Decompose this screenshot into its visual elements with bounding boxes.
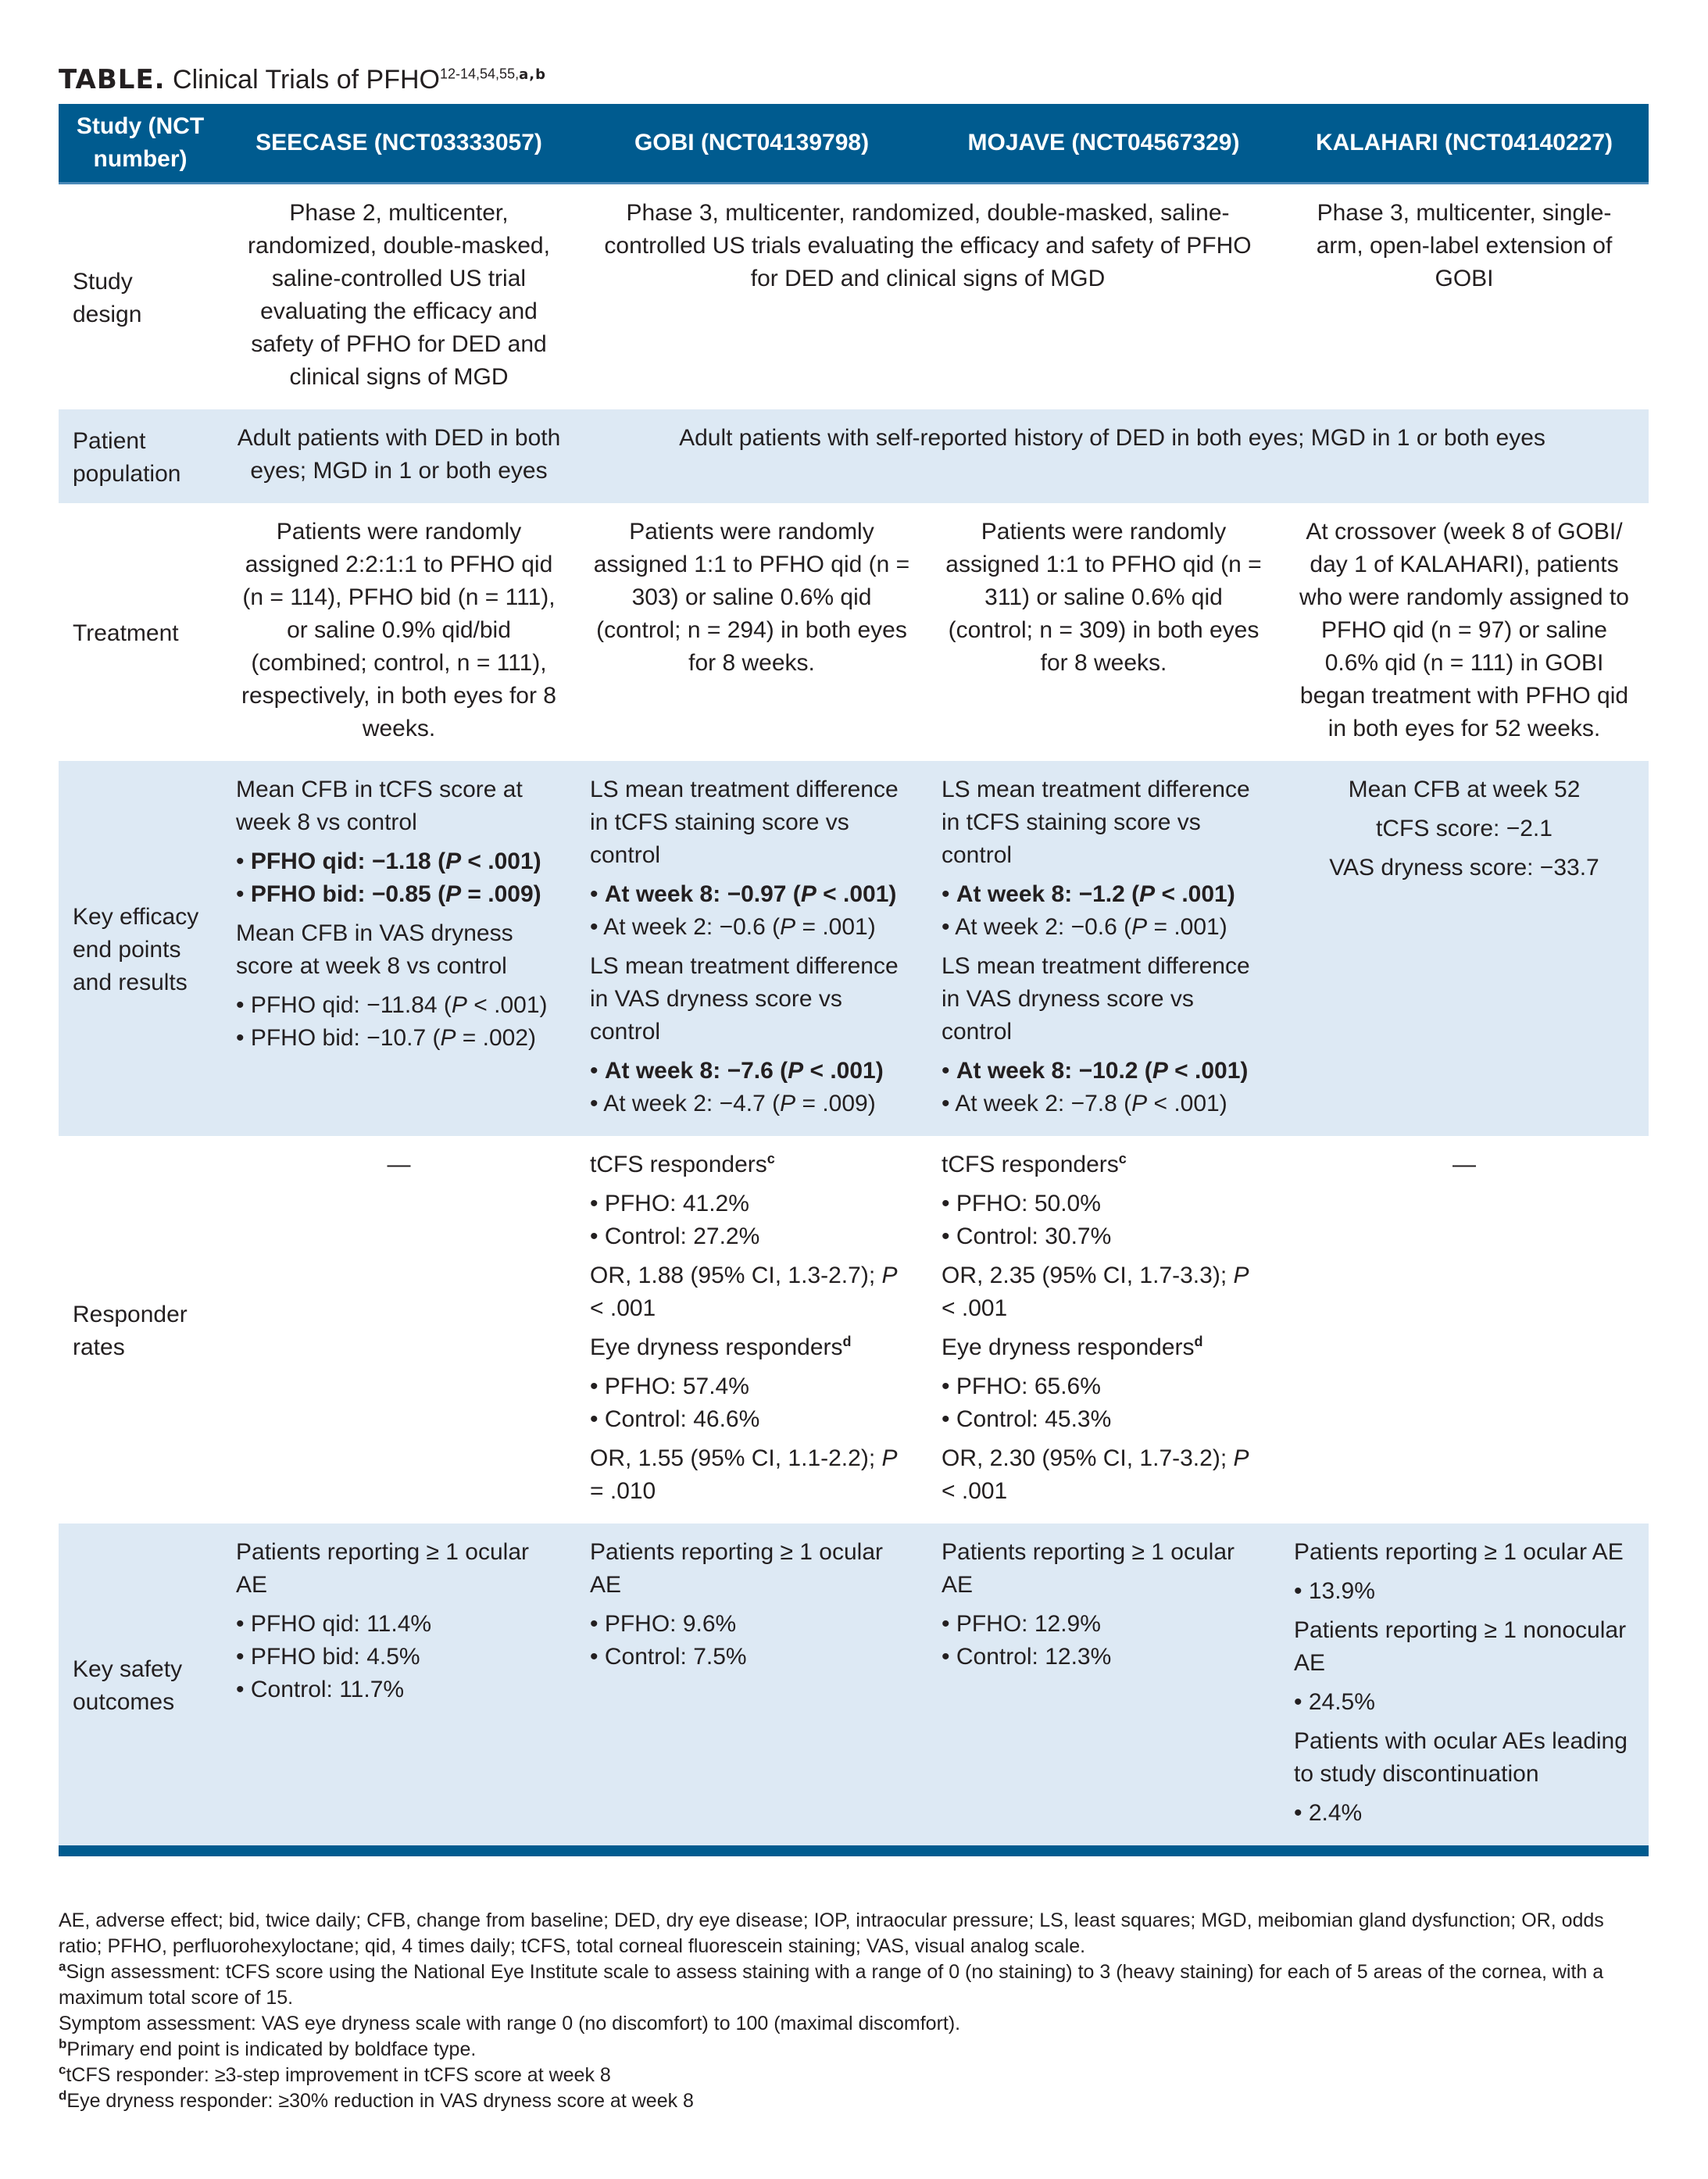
footnote: [59, 1908, 1649, 1959]
header-row: [59, 104, 1649, 184]
cell-paragraph: [236, 197, 562, 394]
text-run: = .009): [795, 1091, 876, 1116]
bullet-item: [1294, 1686, 1635, 1719]
bullet-item: [590, 1188, 913, 1220]
table-cell: [927, 1524, 1280, 1851]
table-footnotes: [59, 1908, 1649, 2114]
text-run: Control: 46.6%: [604, 1406, 760, 1432]
table-cell: [1280, 184, 1649, 410]
table-cell: [222, 184, 576, 410]
cell-paragraph: [1294, 773, 1635, 806]
table-cell: [1280, 761, 1649, 1136]
text-run: Patients reporting ≥ 1 nonocular AE: [1294, 1617, 1627, 1676]
text-run: = .001): [795, 914, 876, 940]
cell-paragraph: [590, 1536, 913, 1602]
text-run: tCFS score: −2.1: [1376, 816, 1553, 841]
text-run: < .001: [942, 1478, 1008, 1504]
text-run: —: [1453, 1152, 1476, 1177]
table-cell: [576, 184, 1280, 410]
text-run: VAS dryness score: −33.7: [1329, 855, 1599, 881]
cell-paragraph: [1294, 197, 1635, 295]
text-run: P: [445, 881, 462, 907]
text-run: 24.5%: [1308, 1689, 1375, 1715]
text-run: P: [881, 1263, 898, 1288]
bullet-item: [942, 878, 1266, 911]
cell-paragraph: [942, 1442, 1266, 1508]
text-run: Adult patients with self-reported history of DED in both eyes; MGD in 1 or both eyes: [679, 425, 1545, 451]
cell-paragraph: [942, 516, 1266, 680]
footnote: [59, 2037, 1649, 2063]
bullet-item: [1294, 1575, 1635, 1608]
bullet-item: [942, 1055, 1266, 1088]
header-kalahari: KALAHARI (NCT04140227): [1280, 104, 1649, 184]
footnote-text: Eye dryness responder: ≥30% reduction in VAS dryness score at week 8: [66, 2090, 694, 2112]
text-run: Control: 7.5%: [604, 1644, 747, 1670]
bullet-item: [590, 1403, 913, 1436]
text-run: P: [780, 1091, 796, 1116]
bullet-item: [1294, 1797, 1635, 1830]
table-title: [59, 64, 546, 95]
text-run: = .009): [461, 881, 541, 907]
table-cell: [222, 1524, 576, 1851]
text-run: < .001: [942, 1295, 1008, 1321]
text-run: Patients were randomly assigned 1:1 to PFHO qid (n = 311) or saline 0.6% qid (control; n = 309) in both eyes for 8 weeks.: [945, 519, 1262, 676]
text-run: Mean CFB in tCFS score at week 8 vs control: [236, 777, 523, 835]
bullet-item: [236, 1608, 562, 1641]
footnote: [59, 2011, 1649, 2037]
text-run: = .010: [590, 1478, 656, 1504]
cell-paragraph: [590, 1259, 913, 1325]
bullet-item: [942, 1370, 1266, 1403]
text-run: Mean CFB in VAS dryness score at week 8 vs control: [236, 920, 513, 979]
cell-paragraph: [236, 917, 562, 983]
table-row: [59, 184, 1649, 410]
text-run: At week 8: −0.97 (: [604, 881, 801, 907]
cell-paragraph: [590, 1148, 913, 1181]
bullet-item: [942, 1088, 1266, 1120]
cell-paragraph: [236, 516, 562, 745]
text-run: = .002): [456, 1025, 537, 1051]
text-run: P: [1139, 881, 1156, 907]
table-cell: [1280, 1136, 1649, 1524]
text-run: Patients reporting ≥ 1 ocular AE: [236, 1539, 529, 1598]
bullet-item: [590, 911, 913, 944]
text-run: At week 2: −4.7 (: [603, 1091, 781, 1116]
text-run: LS mean treatment difference in tCFS staining score vs control: [590, 777, 899, 868]
text-run: LS mean treatment difference in VAS dryness score vs control: [942, 953, 1250, 1045]
text-run: Control: 27.2%: [604, 1223, 760, 1249]
text-run: < .001): [1147, 1091, 1227, 1116]
footnote-text: Primary end point is indicated by boldface type.: [66, 2038, 477, 2060]
reference-numbers: 12-14,54,55,: [440, 66, 520, 82]
bullet-item: [942, 1608, 1266, 1641]
row-label: Key efficacy end points and results: [59, 761, 222, 1136]
footnote-mark: c: [766, 1151, 775, 1166]
table-cell: [576, 409, 1649, 503]
cell-paragraph: [1294, 1614, 1635, 1680]
text-run: P: [451, 992, 467, 1018]
text-run: < .001): [1155, 881, 1235, 907]
footnote-mark: c: [59, 2062, 66, 2077]
footnote-text: Symptom assessment: VAS eye dryness scale with range 0 (no discomfort) to 100 (maximal discomfort).: [59, 2013, 961, 2034]
text-run: Eye dryness responders: [590, 1334, 843, 1360]
text-run: tCFS responders: [590, 1152, 767, 1177]
text-run: P: [1233, 1263, 1249, 1288]
cell-paragraph: [1294, 1148, 1635, 1181]
text-run: OR, 1.88 (95% CI, 1.3-2.7);: [590, 1263, 882, 1288]
bullet-item: [590, 1641, 913, 1674]
table-row: [59, 409, 1649, 503]
text-run: At week 2: −0.6 (: [955, 914, 1132, 940]
text-run: Control: 30.7%: [956, 1223, 1112, 1249]
table-cell: [1280, 1524, 1649, 1851]
text-run: PFHO qid: −11.84 (: [250, 992, 452, 1018]
text-run: Control: 45.3%: [956, 1406, 1112, 1432]
text-run: LS mean treatment difference in VAS dryness score vs control: [590, 953, 899, 1045]
row-label: Patient population: [59, 409, 222, 503]
footnote-mark: a: [59, 1959, 66, 1974]
cell-paragraph: [942, 1536, 1266, 1602]
cell-paragraph: [590, 1331, 913, 1364]
cell-paragraph: [236, 773, 562, 839]
text-run: PFHO: 41.2%: [604, 1191, 749, 1216]
bullet-item: [236, 989, 562, 1022]
table-row: [59, 1136, 1649, 1524]
header-seecase: SEECASE (NCT03333057): [222, 104, 576, 184]
cell-paragraph: [942, 1331, 1266, 1364]
text-run: PFHO qid: 11.4%: [250, 1611, 432, 1637]
text-run: P: [1131, 1091, 1148, 1116]
text-run: PFHO: 65.6%: [956, 1373, 1101, 1399]
text-run: 2.4%: [1308, 1800, 1363, 1826]
table-cell: [222, 1136, 576, 1524]
header-gobi: GOBI (NCT04139798): [576, 104, 927, 184]
text-run: < .001: [590, 1295, 656, 1321]
text-run: PFHO bid: 4.5%: [250, 1644, 420, 1670]
bullet-item: [942, 1403, 1266, 1436]
text-run: Control: 11.7%: [250, 1677, 405, 1702]
cell-paragraph: [942, 950, 1266, 1048]
text-run: P: [1233, 1445, 1249, 1471]
bullet-item: [942, 1220, 1266, 1253]
text-run: OR, 2.35 (95% CI, 1.7-3.3);: [942, 1263, 1234, 1288]
bullet-item: [590, 1220, 913, 1253]
text-run: PFHO bid: −10.7 (: [250, 1025, 441, 1051]
bullet-item: [942, 1641, 1266, 1674]
text-run: tCFS responders: [942, 1152, 1119, 1177]
text-run: PFHO: 57.4%: [604, 1373, 749, 1399]
footnote-mark: c: [1118, 1151, 1127, 1166]
footnote-mark: b: [59, 2036, 67, 2052]
table-cell: [927, 1136, 1280, 1524]
table-cell: [576, 761, 927, 1136]
clinical-trials-table: [59, 104, 1649, 1856]
footnote: [59, 1959, 1649, 2011]
cell-paragraph: [590, 773, 913, 872]
cell-paragraph: [590, 516, 913, 680]
cell-paragraph: [1294, 1725, 1635, 1791]
table-cell: [1280, 503, 1649, 761]
text-run: P: [788, 1058, 804, 1084]
footnote-text: tCFS responder: ≥3-step improvement in tCFS score at week 8: [66, 2064, 611, 2086]
table-row: [59, 503, 1649, 761]
cell-paragraph: [942, 773, 1266, 872]
cell-paragraph: [590, 1442, 913, 1508]
text-run: Mean CFB at week 52: [1348, 777, 1581, 802]
text-run: Patients reporting ≥ 1 ocular AE: [1294, 1539, 1624, 1565]
row-label: Study design: [73, 269, 142, 327]
bullet-item: [942, 1188, 1266, 1220]
bullet-item: [236, 878, 562, 911]
cell-paragraph: [1294, 852, 1635, 884]
footnote-mark: d: [1194, 1334, 1203, 1349]
text-run: At week 2: −7.8 (: [955, 1091, 1132, 1116]
bullet-item: [590, 1055, 913, 1088]
bullet-item: [236, 1674, 562, 1706]
cell-paragraph: [1294, 1536, 1635, 1569]
row-label: Responder rates: [73, 1302, 188, 1360]
text-run: At week 8: −1.2 (: [956, 881, 1140, 907]
bullet-item: [590, 1370, 913, 1403]
table-cell: [927, 761, 1280, 1136]
bullet-item: [942, 911, 1266, 944]
text-run: At crossover (week 8 of GOBI/ day 1 of KALAHARI), patients who were randomly assigned to PFHO qid (n = 97) or saline 0.6% qid (n = 111) in GOBI began treatment with PFHO qid in both eyes for 52 weeks.: [1299, 519, 1629, 741]
table-cell: [576, 503, 927, 761]
text-run: Eye dryness responders: [942, 1334, 1195, 1360]
text-run: PFHO bid: −0.85 (: [250, 881, 446, 907]
text-run: Patients reporting ≥ 1 ocular AE: [590, 1539, 883, 1598]
text-run: Phase 2, multicenter, randomized, double-masked, saline-controlled US trial evaluating the efficacy and safety of PFHO for DED and clinical signs of MGD: [248, 200, 550, 390]
table-label: TABLE.: [59, 64, 166, 95]
cell-paragraph: [590, 422, 1635, 455]
cell-paragraph: [236, 1148, 562, 1181]
row-label: Treatment: [73, 620, 179, 646]
text-run: —: [387, 1152, 411, 1177]
text-run: PFHO: 9.6%: [604, 1611, 737, 1637]
cell-paragraph: [942, 1259, 1266, 1325]
bullet-item: [590, 1088, 913, 1120]
text-run: At week 8: −7.6 (: [604, 1058, 788, 1084]
text-run: Patients with ocular AEs leading to study discontinuation: [1294, 1728, 1628, 1787]
table-cell: [222, 761, 576, 1136]
text-run: Patients reporting ≥ 1 ocular AE: [942, 1539, 1235, 1598]
table-cell: [927, 503, 1280, 761]
bullet-item: [236, 1022, 562, 1055]
text-run: LS mean treatment difference in tCFS staining score vs control: [942, 777, 1250, 868]
cell-paragraph: [236, 1536, 562, 1602]
bullet-item: [236, 845, 562, 878]
cell-paragraph: [590, 950, 913, 1048]
table-row: [59, 761, 1649, 1136]
text-run: OR, 2.30 (95% CI, 1.7-3.2);: [942, 1445, 1234, 1471]
text-run: P: [440, 1025, 456, 1051]
footnote-mark: d: [842, 1334, 852, 1349]
text-run: < .001): [816, 881, 897, 907]
text-run: OR, 1.55 (95% CI, 1.1-2.2);: [590, 1445, 882, 1471]
footnote-mark: d: [59, 2088, 67, 2103]
bullet-item: [590, 878, 913, 911]
text-run: P: [1131, 914, 1148, 940]
text-run: Patients were randomly assigned 1:1 to PFHO qid (n = 303) or saline 0.6% qid (control; n = 294) in both eyes for 8 weeks.: [593, 519, 910, 676]
cell-paragraph: [1294, 516, 1635, 745]
text-run: = .001): [1147, 914, 1227, 940]
footnote: [59, 2063, 1649, 2088]
table-row: [59, 1524, 1649, 1851]
text-run: At week 2: −0.6 (: [603, 914, 781, 940]
text-run: P: [800, 881, 816, 907]
table-cell: [222, 503, 576, 761]
text-run: Patients were randomly assigned 2:2:1:1 to PFHO qid (n = 114), PFHO bid (n = 111), or saline 0.9% qid/bid (combined; control, n = 111), respectively, in both eyes for 8 weeks.: [241, 519, 556, 741]
text-run: Phase 3, multicenter, randomized, double-masked, saline-controlled US trials evaluating the efficacy and safety of PFHO for DED and clinical signs of MGD: [604, 200, 1252, 291]
text-run: < .001): [466, 992, 548, 1018]
row-label: Key safety outcomes: [59, 1524, 222, 1851]
text-run: 13.9%: [1308, 1578, 1375, 1604]
text-run: Control: 12.3%: [956, 1644, 1112, 1670]
cell-paragraph: [942, 1148, 1266, 1181]
text-run: PFHO: 12.9%: [956, 1611, 1101, 1637]
table-cell: [576, 1524, 927, 1851]
text-run: Phase 3, multicenter, single-arm, open-label extension of GOBI: [1316, 200, 1613, 291]
header-study: Study (NCT number): [59, 104, 222, 184]
text-run: PFHO: 50.0%: [956, 1191, 1101, 1216]
text-run: At week 8: −10.2 (: [956, 1058, 1152, 1084]
text-run: PFHO qid: −1.18 (: [250, 848, 446, 874]
text-run: P: [445, 848, 462, 874]
bullet-item: [590, 1608, 913, 1641]
footnote-marks: a,b: [519, 66, 546, 83]
cell-paragraph: [590, 197, 1266, 295]
text-run: < .001): [1167, 1058, 1249, 1084]
text-run: Adult patients with DED in both eyes; MGD in 1 or both eyes: [237, 425, 561, 484]
cell-paragraph: [1294, 813, 1635, 845]
text-run: P: [881, 1445, 898, 1471]
footnote: [59, 2088, 1649, 2114]
text-run: P: [780, 914, 796, 940]
cell-paragraph: [236, 422, 562, 488]
table-title-text: Clinical Trials of PFHO: [165, 65, 440, 95]
text-run: P: [1152, 1058, 1168, 1084]
text-run: < .001): [461, 848, 541, 874]
text-run: < .001): [803, 1058, 884, 1084]
header-mojave: MOJAVE (NCT04567329): [927, 104, 1280, 184]
table-cell: [576, 1136, 927, 1524]
table-cell: [222, 409, 576, 503]
bullet-item: [236, 1641, 562, 1674]
footnote-text: Sign assessment: tCFS score using the National Eye Institute scale to assess staining with a range of 0 (no staining) to 3 (heavy staining) for each of 5 areas of the cornea, with a maximum total score of 15.: [59, 1961, 1604, 2009]
footnote-text: AE, adverse effect; bid, twice daily; CFB, change from baseline; DED, dry eye disease; IOP, intraocular pressure; LS, least squares; MGD, meibomian gland dysfunction; OR, odds ratio; PFHO, perfluorohexyloctane; qid, 4 times daily; tCFS, total corneal fluorescein staining; VAS, visual analog scale.: [59, 1909, 1604, 1957]
